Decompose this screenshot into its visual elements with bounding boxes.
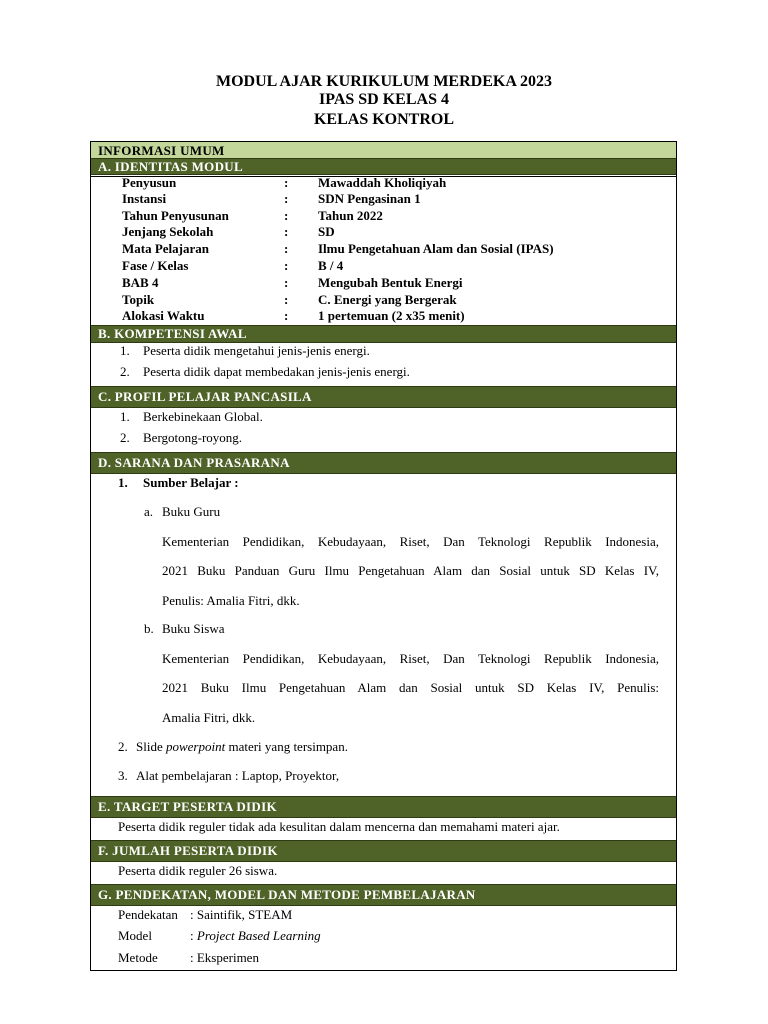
document-title: MODUL AJAR KURIKULUM MERDEKA 2023 xyxy=(215,73,552,90)
model-value: : Project Based Learning xyxy=(190,928,321,943)
list-number: 2. xyxy=(120,430,130,445)
buku-guru-title: Buku Guru xyxy=(162,504,221,519)
document-subtitle: IPAS SD KELAS 4 xyxy=(319,91,449,108)
list-letter: a. xyxy=(144,504,154,519)
pendekatan-label: Pendekatan xyxy=(118,907,178,922)
jumlah-text: Peserta didik reguler 26 siswa. xyxy=(118,863,278,878)
list-item: Bergotong-royong. xyxy=(143,430,243,445)
buku-siswa-line: Kementerian Pendidikan, Kebudayaan, Riset, Dan Teknologi Republik Indonesia, xyxy=(162,651,659,666)
buku-siswa-line: Amalia Fitri, dkk. xyxy=(162,710,256,725)
section-sarana-prasarana: D. SARANA DAN PRASARANA xyxy=(91,452,676,474)
list-item: Berkebinekaan Global. xyxy=(143,409,263,424)
document-class-label: KELAS KONTROL xyxy=(313,111,455,128)
section-identitas-modul: A. IDENTITAS MODUL xyxy=(91,158,676,175)
list-number: 3. xyxy=(118,768,128,783)
list-item: Peserta didik dapat membedakan jenis-jenis energi. xyxy=(143,364,410,379)
section-profil-pelajar: C. PROFIL PELAJAR PANCASILA xyxy=(91,386,676,408)
list-number: 2. xyxy=(120,364,130,379)
buku-guru-line: Penulis: Amalia Fitri, dkk. xyxy=(162,593,300,608)
sumber-belajar-label: Sumber Belajar : xyxy=(143,475,239,490)
buku-siswa-title: Buku Siswa xyxy=(162,621,225,636)
metode-label: Metode xyxy=(118,950,158,965)
model-label: Model xyxy=(118,928,152,943)
list-number: 1. xyxy=(120,343,130,358)
target-text: Peserta didik reguler tidak ada kesulitan dalam mencerna dan memahami materi ajar. xyxy=(118,819,560,834)
section-jumlah-peserta: F. JUMLAH PESERTA DIDIK xyxy=(91,840,676,862)
list-letter: b. xyxy=(144,621,154,636)
section-informasi-umum: INFORMASI UMUM xyxy=(91,142,676,159)
buku-guru-line: 2021 Buku Panduan Guru Ilmu Pengetahuan Alam dan Sosial untuk SD Kelas IV, xyxy=(162,563,659,578)
pendekatan-value: : Saintifik, STEAM xyxy=(190,907,293,922)
buku-siswa-line: 2021 Buku Ilmu Pengetahuan Alam dan Sosial untuk SD Kelas IV, Penulis: xyxy=(162,680,659,695)
slide-item: Slide powerpoint materi yang tersimpan. xyxy=(136,739,348,754)
list-item: Peserta didik mengetahui jenis-jenis energi. xyxy=(143,343,370,358)
list-number: 1. xyxy=(120,409,130,424)
buku-guru-line: Kementerian Pendidikan, Kebudayaan, Riset, Dan Teknologi Republik Indonesia, xyxy=(162,534,659,549)
list-number: 1. xyxy=(118,475,128,490)
section-pendekatan: G. PENDEKATAN, MODEL DAN METODE PEMBELAJARAN xyxy=(91,884,676,906)
list-number: 2. xyxy=(118,739,128,754)
section-kompetensi-awal: B. KOMPETENSI AWAL xyxy=(91,325,676,343)
metode-value: : Eksperimen xyxy=(190,950,259,965)
section-target-peserta: E. TARGET PESERTA DIDIK xyxy=(91,796,676,818)
alat-item: Alat pembelajaran : Laptop, Proyektor, xyxy=(136,768,340,783)
